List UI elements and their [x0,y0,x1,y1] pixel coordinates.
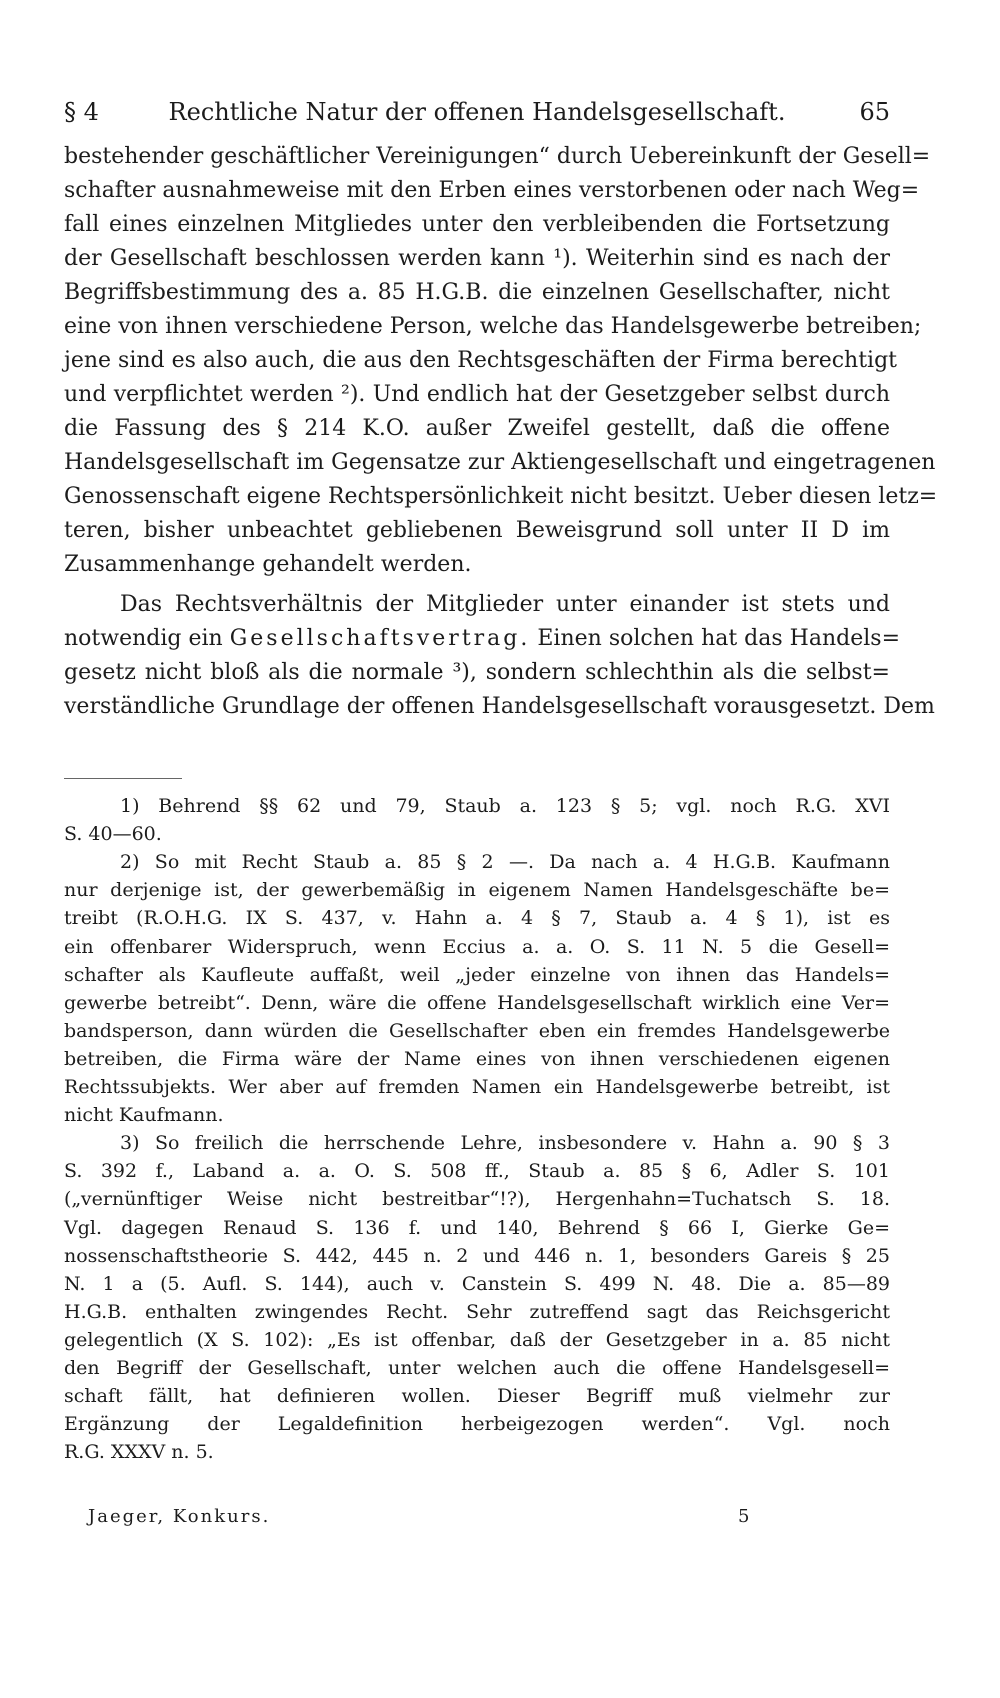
emphasized-term: Gesellschaftsvertrag. [229,626,531,651]
text-line: die Fassung des § 214 K.O. außer Zweifel gestellt, daß die offene [64,416,890,441]
sheet-number: 5 [738,1506,750,1527]
footnote-line: schafter als Kaufleute auffaßt, weil „jeder einzelne von ihnen das Handels= [64,963,890,986]
footnote-line: schaft fällt, hat definieren wollen. Dieser Begriff muß vielmehr zur [64,1385,890,1408]
footnote-line: S. 392 f., Laband a. a. O. S. 508 ff., Staub a. 85 § 6, Adler S. 101 [64,1160,890,1183]
running-title: Rechtliche Natur der offenen Handelsgesellschaft. [168,98,786,126]
footnote-line: nur derjenige ist, der gewerbemäßig in eigenem Namen Handelsgeschäfte be= [64,879,890,902]
footnote-line: Vgl. dagegen Renaud S. 136 f. und 140, Behrend § 66 I, Gierke Ge= [64,1216,890,1239]
footnote-line: nossenschaftstheorie S. 442, 445 n. 2 und 446 n. 1, besonders Gareis § 25 [64,1244,890,1267]
text-fragment: notwendig ein [64,626,223,651]
footnote-line: 1) Behrend §§ 62 und 79, Staub a. 123 § 5; vgl. noch R.G. XVI [120,795,890,817]
page-number: 65 [859,98,890,126]
footnote-line: treibt (R.O.H.G. IX S. 437, v. Hahn a. 4 § 7, Staub a. 4 § 1), ist es [64,907,890,930]
footnote-line: gelegentlich (X S. 102): „Es ist offenbar, daß der Gesetzgeber in a. 85 nicht [64,1328,890,1351]
footnote-line: bandsperson, dann würden die Gesellschafter eben ein fremdes Handelsgewerbe [64,1019,890,1042]
text-line: Genossenschaft eigene Rechtspersönlichkeit nicht besitzt. Ueber diesen letz= [64,484,938,509]
footnote-line: („vernünftiger Weise nicht bestreitbar“!?), Hergenhahn=Tuchatsch S. 18. [64,1188,890,1211]
text-line: Begriffsbestimmung des a. 85 H.G.B. die einzelnen Gesellschafter, nicht [64,280,890,305]
text-line: schafter ausnahmeweise mit den Erben eines verstorbenen oder nach Weg= [64,178,920,203]
footnote-line: Rechtssubjekts. Wer aber auf fremden Namen ein Handelsgewerbe betreibt, ist [64,1076,890,1098]
footnote-line: N. 1 a (5. Aufl. S. 144), auch v. Canstein S. 499 N. 48. Die a. 85—89 [64,1272,890,1295]
footnote-line: 2) So mit Recht Staub a. 85 § 2 —. Da nach a. 4 H.G.B. Kaufmann [120,851,890,874]
footnote-line: nicht Kaufmann. [64,1104,224,1127]
running-header [64,98,890,138]
text-line: fall eines einzelnen Mitgliedes unter den verbleibenden die Fortsetzung [64,212,890,237]
footnote-line: den Begriff der Gesellschaft, unter welchen auch die offene Handelsgesell= [64,1357,890,1379]
text-line: Handelsgesellschaft im Gegensatze zur Aktiengesellschaft und eingetragenen [64,450,936,475]
text-line: jene sind es also auch, die aus den Rechtsgeschäften der Firma berechtigt [64,348,898,373]
text-line: und verpflichtet werden ²). Und endlich hat der Gesetzgeber selbst durch [64,382,890,407]
text-line: gesetz nicht bloß als die normale ³), sondern schlechthin als die selbst= [64,660,890,685]
text-fragment: Einen solchen hat das Handels= [537,626,900,651]
text-line: teren, bisher unbeachtet gebliebenen Beweisgrund soll unter II D im [64,518,890,543]
page-footer [88,1506,768,1536]
text-line: bestehender geschäftlicher Vereinigungen“ durch Uebereinkunft der Gesell= [64,144,931,169]
footnote-line: H.G.B. enthalten zwingendes Recht. Sehr zutreffend sagt das Reichsgericht [64,1300,890,1323]
footnote-line: gewerbe betreibt“. Denn, wäre die offene Handelsgesellschaft wirklich eine Ver= [64,991,890,1014]
text-line: verständliche Grundlage der offenen Handelsgesellschaft vorausgesetzt. Dem [64,694,935,719]
text-line: eine von ihnen verschiedene Person, welche das Handelsgewerbe betreiben; [64,314,922,339]
signature-mark: Jaeger, Konkurs. [88,1506,271,1527]
paragraph-start-line: Das Rechtsverhältnis der Mitglieder unter einander ist stets und [120,592,890,617]
footnote-line: betreiben, die Firma wäre der Name eines von ihnen verschiedenen eigenen [64,1047,890,1070]
footnote-line: 3) So freilich die herrschende Lehre, insbesondere v. Hahn a. 90 § 3 [120,1132,890,1155]
text-line-with-emphasis [64,622,900,656]
text-line: der Gesellschaft beschlossen werden kann ¹). Weiterhin sind es nach der [64,246,890,271]
footnote-line: Ergänzung der Legaldefinition herbeigezogen werden“. Vgl. noch [64,1413,890,1436]
footnote-line: S. 40—60. [64,823,162,846]
footnote-line: R.G. XXXV n. 5. [64,1441,214,1464]
section-number: § 4 [64,98,99,126]
footnote-line: ein offenbarer Widerspruch, wenn Eccius a. a. O. S. 11 N. 5 die Gesell= [64,935,890,958]
footnote-separator [64,778,182,779]
text-line: Zusammenhange gehandelt werden. [64,552,472,577]
